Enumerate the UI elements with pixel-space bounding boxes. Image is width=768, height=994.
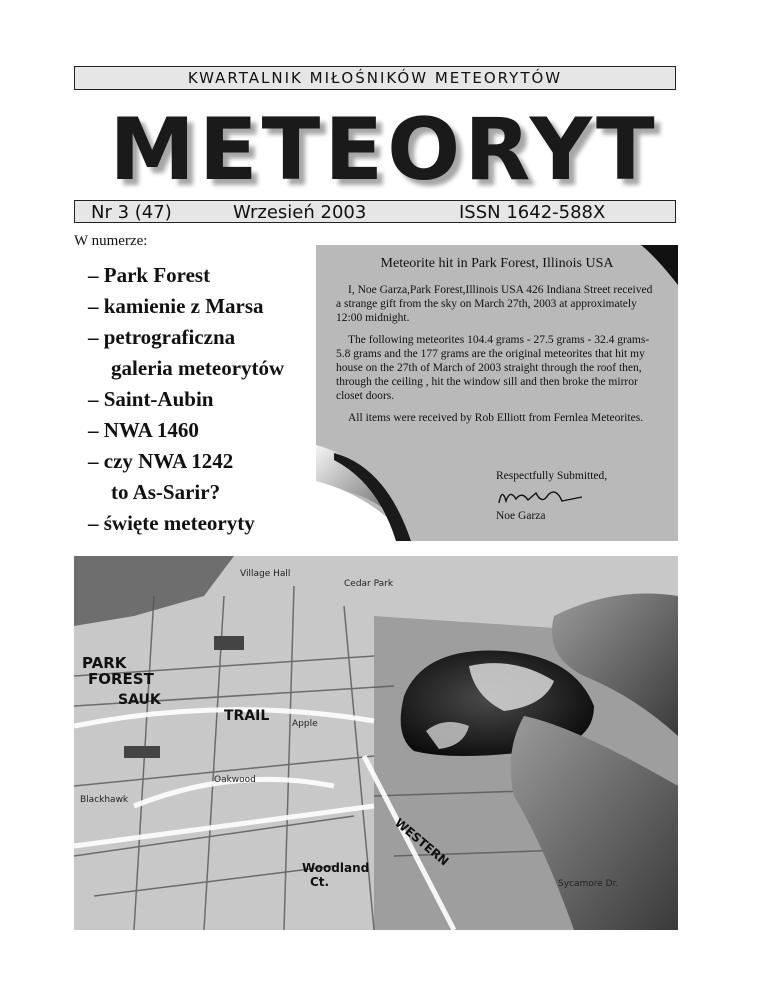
- map-meteorite-photo: [74, 556, 678, 930]
- toc-item: galeria meteorytów: [111, 356, 285, 380]
- signature-scribble: [496, 483, 586, 509]
- magazine-title: METEORYT: [109, 100, 659, 200]
- map-label-sycamore: Sycamore Dr.: [558, 879, 619, 889]
- map-label-park: PARK: [82, 654, 127, 672]
- contents-label: W numerze:: [74, 233, 148, 249]
- map-label-western: WESTERN: [392, 815, 452, 869]
- toc-item: – petrograficzna: [88, 325, 236, 349]
- letter-paragraph: I, Noe Garza,Park Forest,Illinois USA 426 Indiana Street received a strange gift from the sky on March 27th, 2003 at approximately 12:00 midnight.: [336, 284, 653, 324]
- table-of-contents: [88, 260, 284, 539]
- issue-date: Wrzesień 2003: [233, 202, 367, 223]
- map-label-ct: Ct.: [310, 875, 330, 889]
- map-label-forest: FOREST: [88, 670, 154, 688]
- map-photo-illustration: [74, 556, 678, 930]
- map-label-woodland: Woodland: [302, 861, 370, 875]
- magazine-tagline-bar: [74, 66, 676, 90]
- handwritten-signature: [496, 483, 607, 509]
- map-label-blackhawk: Blackhawk: [80, 795, 129, 805]
- letter-image: [316, 245, 678, 541]
- map-label-trail: TRAIL: [224, 708, 270, 724]
- letter-paragraph: The following meteorites 104.4 grams - 27.5 grams - 32.4 grams- 5.8 grams and the 177 grams are the original meteorites that hit my house on the 27th of March of 2003 straight through the roof then, through the ceiling , hit the window sill and then broke the mirror closet doors.: [336, 334, 650, 402]
- toc-item: – Park Forest: [88, 263, 211, 287]
- map-label-oakwood: Oakwood: [214, 775, 256, 785]
- toc-item: – NWA 1460: [88, 418, 199, 442]
- letter-closing: Respectfully Submitted,: [496, 470, 608, 482]
- letter-paragraph: All items were received by Rob Elliott from Fernlea Meteorites.: [348, 412, 644, 424]
- issn-number: ISSN 1642-588X: [459, 202, 606, 223]
- toc-item: – święte meteoryty: [88, 511, 255, 535]
- toc-item: – kamienie z Marsa: [88, 294, 264, 318]
- toc-item: to As-Sarir?: [111, 480, 221, 504]
- letter-body: [316, 245, 678, 445]
- magazine-tagline: KWARTALNIK MIŁOŚNIKÓW METEORYTÓW: [187, 69, 563, 87]
- map-label-apple: Apple: [292, 719, 318, 729]
- letter-author-name: Noe Garza: [496, 510, 546, 522]
- issue-info-bar: [74, 200, 676, 223]
- toc-item: – Saint-Aubin: [88, 387, 214, 411]
- letter-title: Meteorite hit in Park Forest, Illinois USA: [380, 256, 614, 271]
- toc-item: – czy NWA 1242: [88, 449, 234, 473]
- letter-signature-block: [496, 469, 607, 523]
- map-label-sauk: SAUK: [118, 692, 161, 708]
- map-label-village-hall: Village Hall: [240, 569, 291, 579]
- issue-number: Nr 3 (47): [91, 202, 172, 223]
- map-label-cedar-park: Cedar Park: [344, 579, 394, 589]
